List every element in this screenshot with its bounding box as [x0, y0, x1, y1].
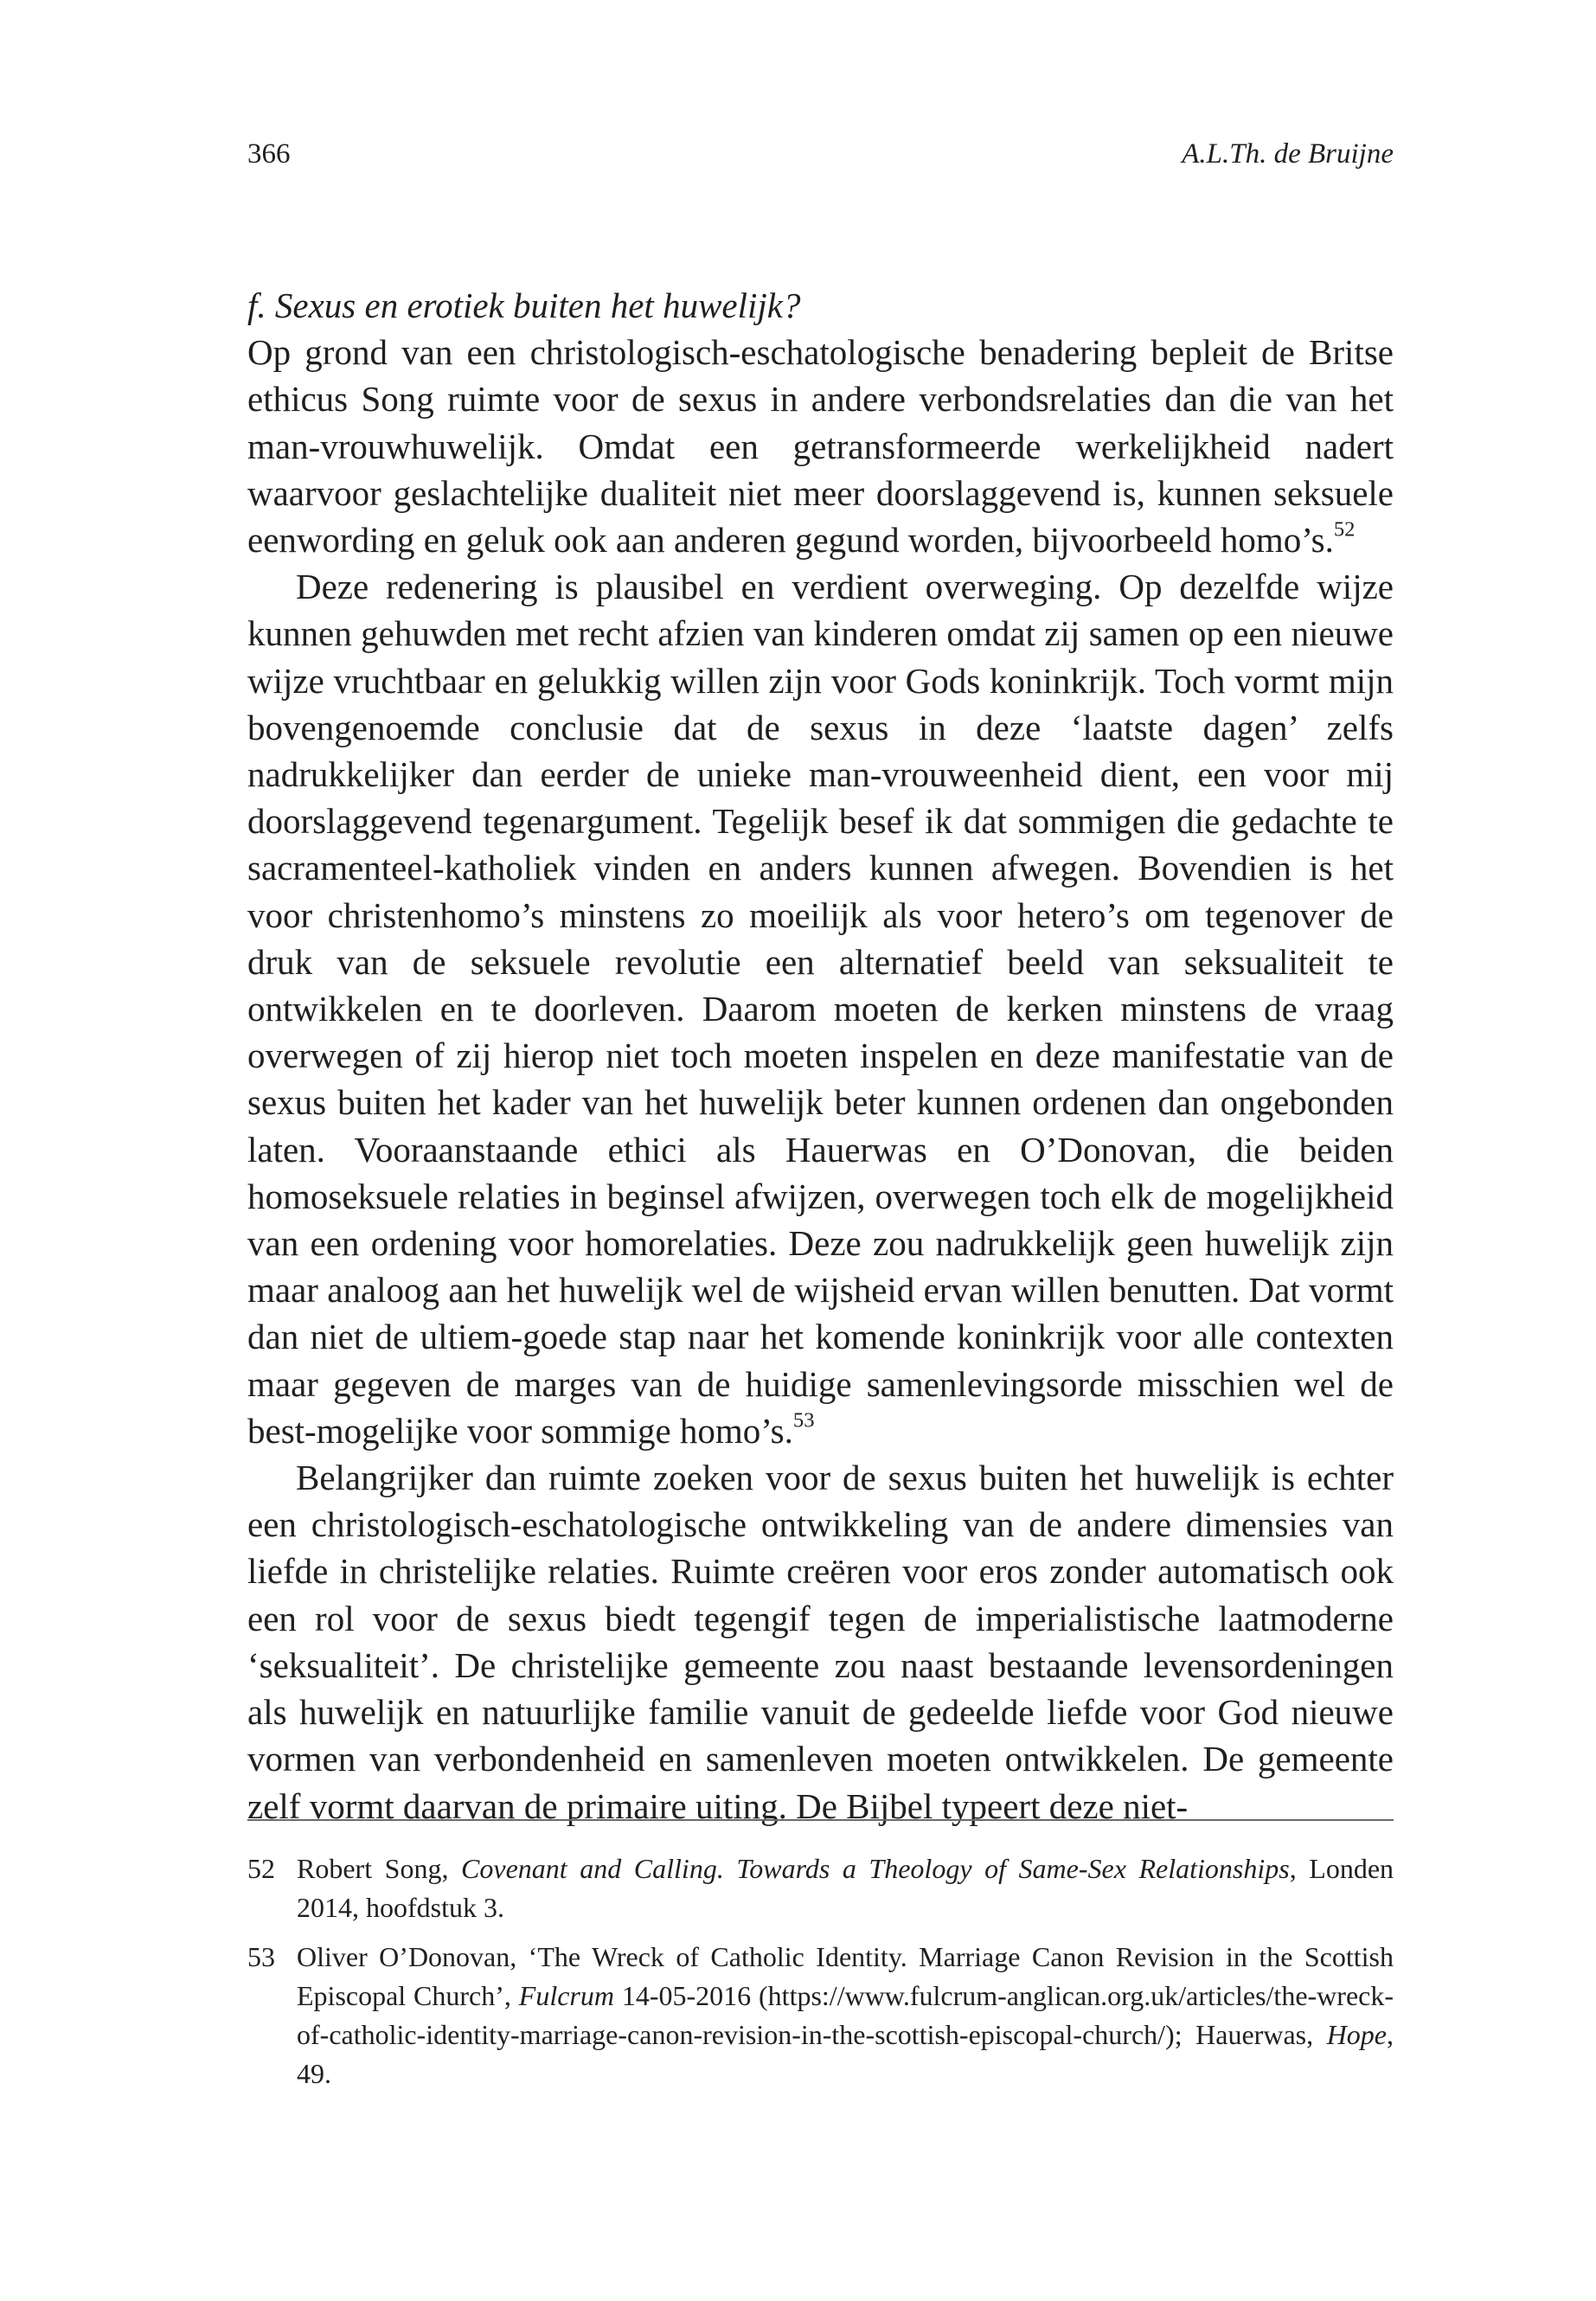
footnote-53 — [247, 1938, 1394, 2093]
footnote-text: Oliver O’Donovan, ‘The Wreck of Catholic Identity. Marriage Canon Revision in the Scottish Episcopal Church’, — [297, 1941, 1394, 2011]
footnote-text: , 49. — [297, 2019, 1394, 2089]
footnote-52 — [247, 1849, 1394, 1927]
main-text — [247, 282, 1394, 1830]
running-author: A.L.Th. de Bruijne — [1182, 138, 1394, 170]
page-number: 366 — [247, 138, 291, 170]
paragraph-1 — [247, 329, 1394, 563]
paragraph-1-text: Op grond van een christologisch-eschatologische benadering bepleit de Britse ethicus Song ruimte voor de sexus in andere verbondsrelaties dan die van het man-vrouwhuwelijk. Omdat een getransformeerde werkelijkheid nadert waarvoor geslachtelijke dualiteit niet meer doorslaggevend is, kunnen seksuele eenwording en geluk ook aan anderen gegund worden, bijvoorbeeld homo’s. — [247, 332, 1394, 561]
footnote-divider — [247, 1819, 1394, 1821]
running-header — [247, 138, 1394, 176]
footnotes — [247, 1849, 1394, 2104]
paragraph-3-text: Belangrijker dan ruimte zoeken voor de sexus buiten het huwelijk is echter een christologisch-eschatologische ontwikkeling van de andere dimensies van liefde in christelijke relaties. Ruimte creëren voor eros zonder automatisch ook een rol voor de sexus biedt tegengif tegen de imperialistische laatmoderne ‘seksualiteit’. De christelijke gemeente zou naast bestaande levensordeningen als huwelijk en natuurlijke familie vanuit de gedeelde liefde voor God nieuwe vormen van verbondenheid en samenleven moeten ontwikkelen. De gemeente zelf vormt daarvan de primaire uiting. De Bijbel typeert deze niet- — [247, 1458, 1394, 1826]
footnote-ref-53[interactable]: 53 — [792, 1408, 815, 1433]
footnote-book-title: Hope — [1326, 2019, 1387, 2050]
footnote-ref-52[interactable]: 52 — [1333, 517, 1356, 542]
footnote-journal-title: Fulcrum — [518, 1980, 614, 2011]
footnote-text: 14-05-2016 (https://www.fulcrum-anglican.org.uk/articles/the-wreck-of-catholic-identity-marriage-canon-revision-in-the-scottish-episcopal-church/); Hauerwas, — [297, 1980, 1394, 2050]
paragraph-2 — [247, 563, 1394, 1454]
footnote-number: 52 — [247, 1853, 275, 1884]
section-heading: f. Sexus en erotiek buiten het huwelijk? — [247, 285, 801, 325]
footnote-text: , Londen 2014, hoofdstuk 3. — [297, 1853, 1394, 1923]
footnote-text: Robert Song, — [297, 1853, 462, 1884]
paragraph-3 — [247, 1454, 1394, 1830]
paragraph-2-text: Deze redenering is plausibel en verdient overweging. Op dezelfde wijze kunnen gehuwden met recht afzien van kinderen omdat zij samen op een nieuwe wijze vruchtbaar en gelukkig willen zijn voor Gods koninkrijk. Toch vormt mijn bovengenoemde conclusie dat de sexus in deze ‘laatste dagen’ zelfs nadrukkelijker dan eerder de unieke man-vrouweenheid dient, een voor mij doorslaggevend tegenargument. Tegelijk besef ik dat sommigen die gedachte te sacramenteel-katholiek vinden en anders kunnen afwegen. Bovendien is het voor christenhomo’s minstens zo moeilijk als voor hetero’s om tegenover de druk van de seksuele revolutie een alternatief beeld van seksualiteit te ontwikkelen en te doorleven. Daarom moeten de kerken minstens de vraag overwegen of zij hierop niet toch moeten inspelen en deze manifestatie van de sexus buiten het kader van het huwelijk beter kunnen ordenen dan ongebonden laten. Vooraanstaande ethici als Hauerwas en O’Donovan, die beiden homoseksuele relaties in beginsel afwijzen, overwegen toch elk de mogelijkheid van een ordening voor homorelaties. Deze zou nadrukkelijk geen huwelijk zijn maar analoog aan het huwelijk wel de wijsheid ervan willen benutten. Dat vormt dan niet de ultiem-goede stap naar het komende koninkrijk voor alle contexten maar gegeven de marges van de huidige samenlevingsorde misschien wel de best-mogelijke voor sommige homo’s. — [247, 567, 1394, 1451]
footnote-number: 53 — [247, 1941, 275, 1972]
footnote-book-title: Covenant and Calling. Towards a Theology of Same-Sex Relationships — [461, 1853, 1290, 1884]
